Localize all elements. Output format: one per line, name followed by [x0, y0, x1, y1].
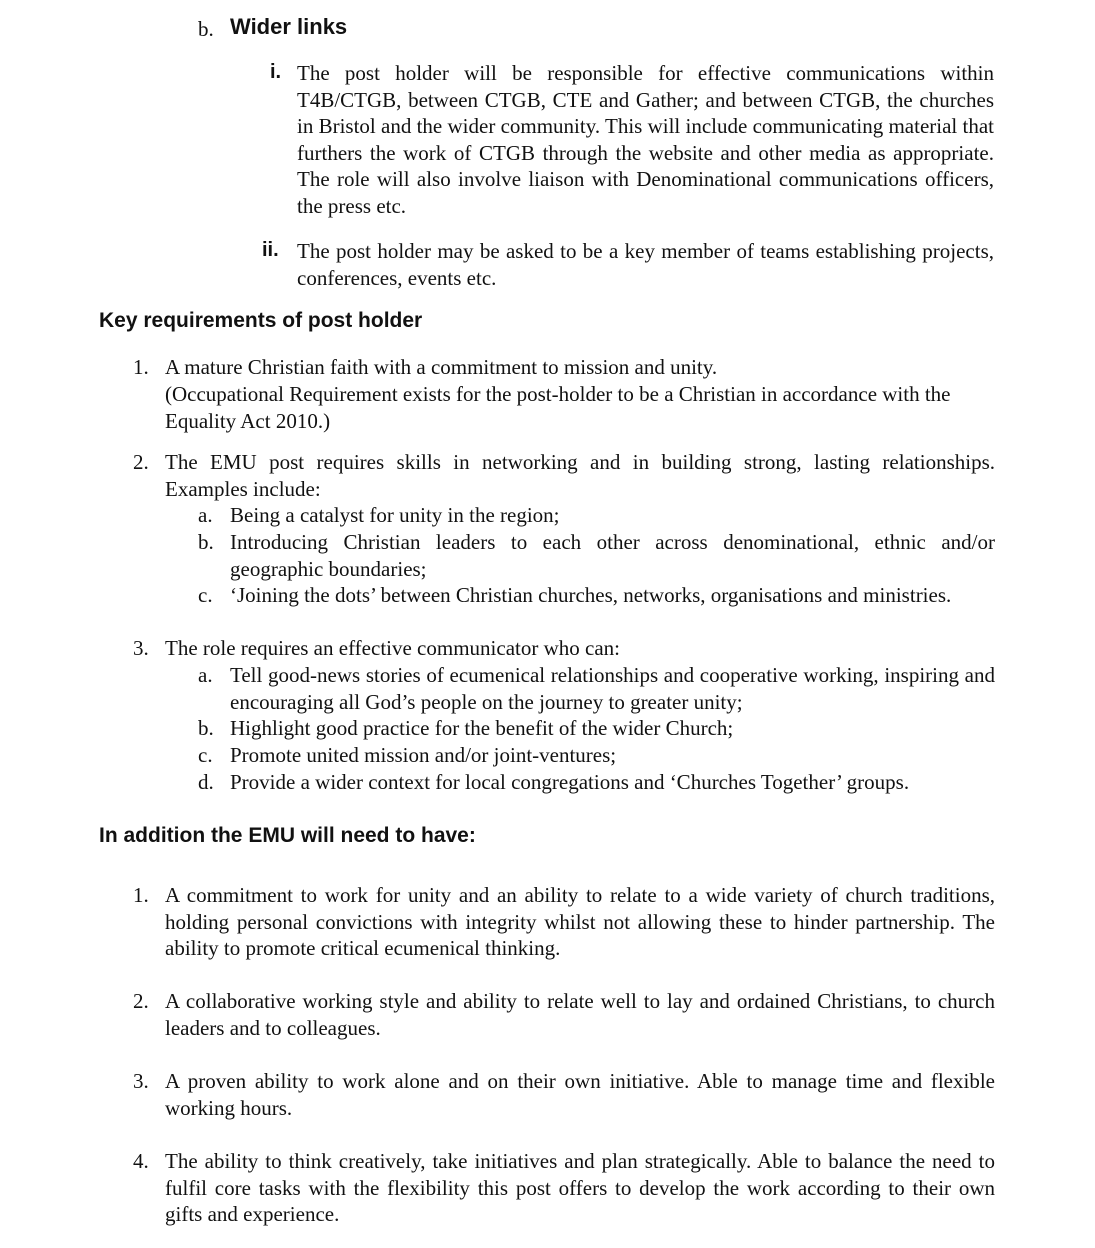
- section-title: Wider links: [230, 14, 348, 39]
- item-marker: 1.: [133, 355, 149, 379]
- wider-links-item-i: The post holder will be responsible for effective communications within T4B/CTGB, between CTGB, CTE and Gather; and between CTGB, the churches in Bristol and the wider community. This will include communicating material that furthers the work of CTGB through the website and other media as appropriate. The role will also involve liaison with Denominational communications officers, the press etc.: [297, 61, 994, 218]
- requirement-2-sub-b: Introducing Christian leaders to each other across denominational, ethnic and/or geographic boundaries;: [230, 530, 995, 581]
- item-marker: 3.: [133, 1069, 149, 1093]
- item-marker: 2.: [133, 989, 149, 1013]
- requirement-3-sub-a: Tell good-news stories of ecumenical relationships and cooperative working, inspiring and encouraging all God’s people on the journey to greater unity;: [230, 663, 995, 714]
- requirement-item-1-line1: A mature Christian faith with a commitment to mission and unity.: [165, 355, 718, 379]
- item-marker: 2.: [133, 450, 149, 474]
- sub-marker: b.: [198, 716, 214, 740]
- requirement-3-sub-b: Highlight good practice for the benefit of the wider Church;: [230, 716, 734, 740]
- sub-marker: d.: [198, 770, 214, 794]
- requirement-item-3: The role requires an effective communicator who can:: [165, 636, 620, 660]
- requirement-2-sub-c: ‘Joining the dots’ between Christian churches, networks, organisations and ministries.: [230, 583, 952, 607]
- sub-marker: b.: [198, 530, 214, 554]
- requirement-3-sub-d: Provide a wider context for local congregations and ‘Churches Together’ groups.: [230, 770, 910, 794]
- addition-item-4: The ability to think creatively, take initiatives and plan strategically. Able to balance the need to fulfil core tasks with the flexibility this post offers to develop the work according to their own gifts and experience.: [165, 1149, 995, 1227]
- requirement-item-2: The EMU post requires skills in networking and in building strong, lasting relationships. Examples include:: [165, 450, 995, 501]
- item-marker: i.: [270, 61, 282, 83]
- wider-links-item-ii: The post holder may be asked to be a key member of teams establishing projects, conferences, events etc.: [297, 239, 994, 290]
- sub-marker: a.: [198, 503, 213, 527]
- item-marker: 1.: [133, 883, 149, 907]
- section-marker: b.: [198, 17, 214, 41]
- section-heading: In addition the EMU will need to have:: [99, 824, 476, 847]
- item-marker: ii.: [262, 239, 279, 261]
- requirement-item-1-line2: (Occupational Requirement exists for the post-holder to be a Christian in accordance with the Equality Act 2010.): [165, 382, 951, 433]
- requirement-3-sub-c: Promote united mission and/or joint-ventures;: [230, 743, 617, 767]
- sub-marker: a.: [198, 663, 213, 687]
- section-heading: Key requirements of post holder: [99, 309, 423, 332]
- requirement-2-sub-a: Being a catalyst for unity in the region;: [230, 503, 560, 527]
- item-marker: 3.: [133, 636, 149, 660]
- addition-item-3: A proven ability to work alone and on their own initiative. Able to manage time and flexible working hours.: [165, 1069, 995, 1120]
- item-marker: 4.: [133, 1149, 149, 1173]
- addition-item-1: A commitment to work for unity and an ability to relate to a wide variety of church traditions, holding personal convictions with integrity whilst not allowing these to hinder partnership. The ability to promote critical ecumenical thinking.: [165, 883, 995, 961]
- sub-marker: c.: [198, 583, 213, 607]
- sub-marker: c.: [198, 743, 213, 767]
- addition-item-2: A collaborative working style and ability to relate well to lay and ordained Christians, to church leaders and to colleagues.: [165, 989, 995, 1040]
